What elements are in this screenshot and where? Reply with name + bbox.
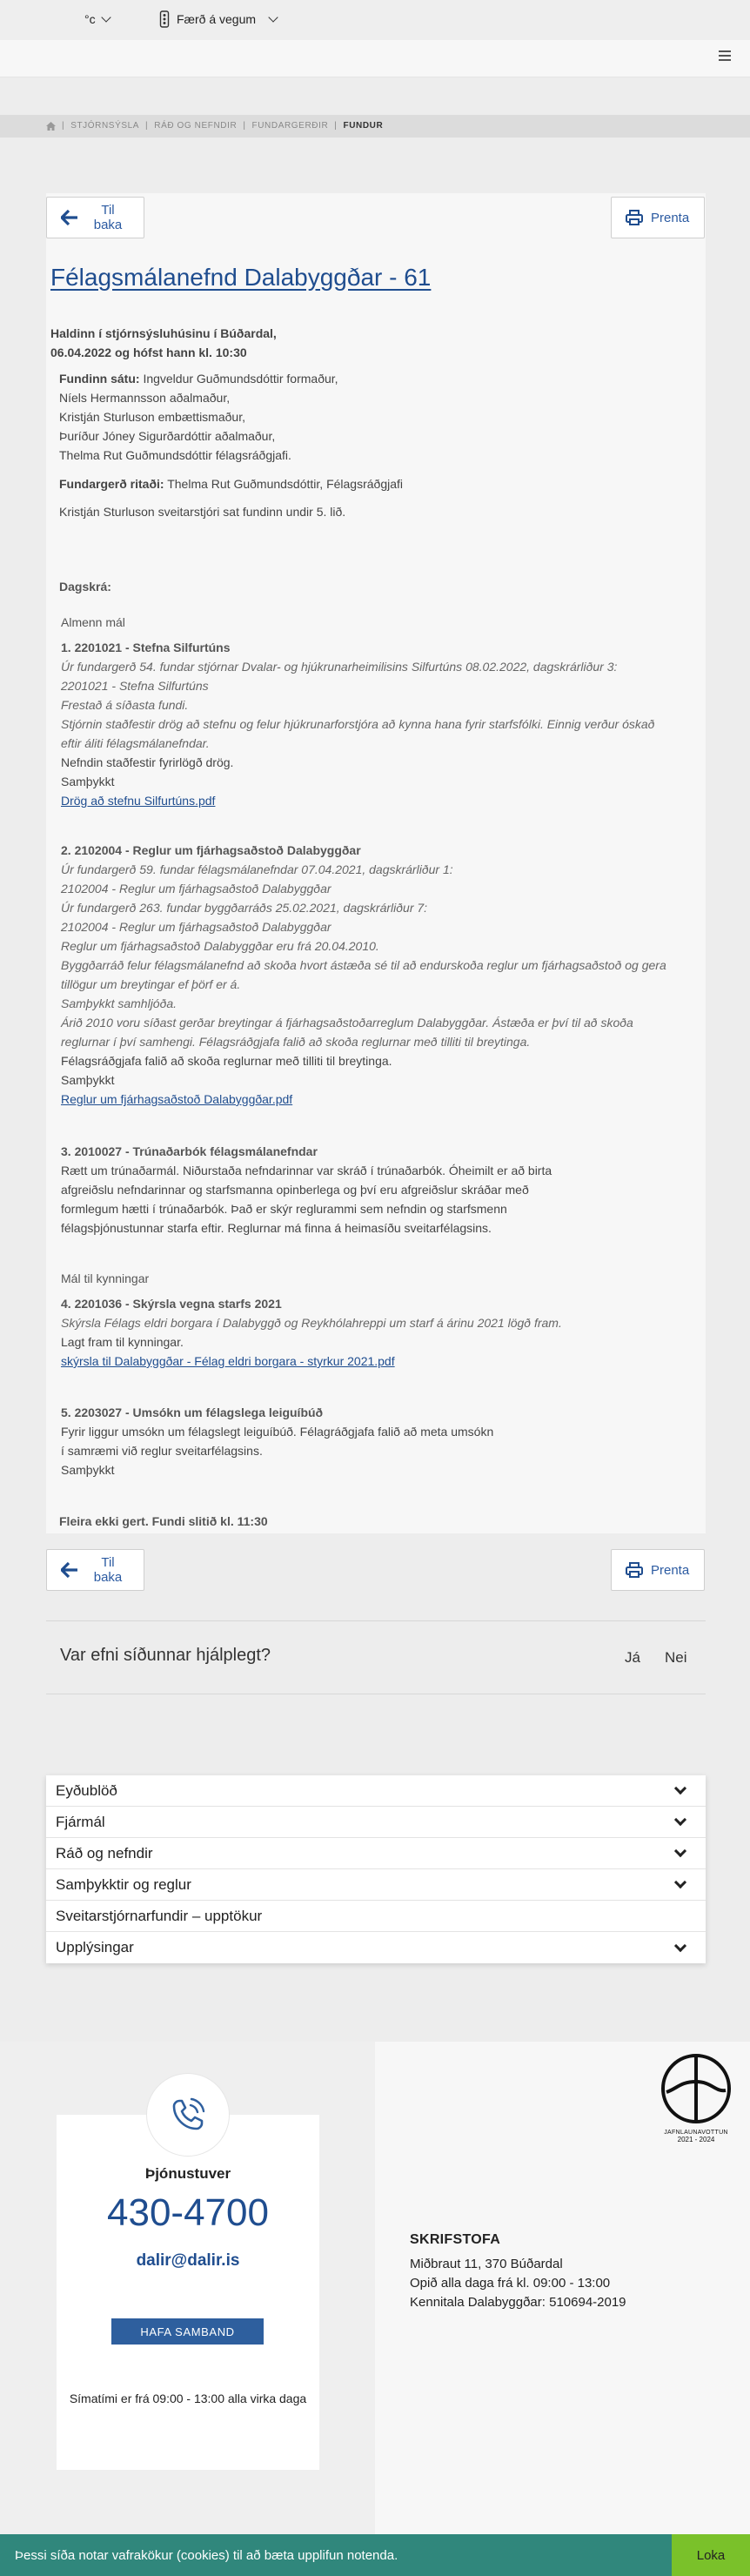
temperature-unit-selector[interactable] [84,12,110,26]
section-info: Mál til kynningar [61,1271,150,1285]
cookie-close-button[interactable]: Loka [672,2534,750,2576]
breadcrumb: | STJÓRNSÝSLA | RÁÐ OG NEFNDIR | FUNDARGERÐIR | FUNDUR [0,115,750,138]
chevron-down-icon [674,1845,686,1857]
print-button[interactable] [611,1549,705,1591]
back-button-label: Til baka [93,1555,123,1585]
agenda-item: 1. 2201021 - Stefna Silfurtúns Úr fundargerð 54. fundar stjórnar Dvalar- og hjúkrunarheimilisins Silfurtúns 08.02.2022, dagskrárliður 3: 2201021 - Stefna Silfurtúns Frestað á síðasta fundi. Stjórnin staðfestir drög að stefnu og felur hjúkrunarforstjóra að kynna hana fyrir starfsfólki. Einnig verður óskað eftir áliti félagsmálanefndar. Nefndin staðfestir fyrirlögð drög. Samþykkt Drög að stefnu Silfurtúns.pdf [61,638,696,810]
phone-badge [146,2073,230,2157]
phone-icon [167,2094,209,2136]
page-title: Félagsmálanefnd Dalabyggðar - 61 [50,264,432,291]
agenda-item: 4. 2201036 - Skýrsla vegna starfs 2021 Skýrsla Félags eldri borgara í Dalabyggð og Reykhólahreppi um starf á árinu 2021 lögð fram. Lagt fram til kynningar. skýrsla til Dalabyggðar - Félag eldri borgara - styrkur 2021.pdf [61,1294,696,1371]
arrow-left-icon [61,210,78,225]
accordion-item-information[interactable]: Upplýsingar [46,1932,706,1963]
road-conditions-label: Færð á vegum [177,12,257,26]
equal-pay-badge: JAFNLAUNAVOTTUN 2021 - 2024 [654,2052,738,2143]
meeting-note: Kristján Sturluson sveitarstjóri sat fundinn undir 5. lið. [59,505,346,519]
cookie-message: Þessi síða notar vafrakökur (cookies) til að bæta upplifun notenda. [15,2548,398,2563]
service-hours: Símatími er frá 09:00 - 13:00 alla virka daga [69,2392,307,2405]
print-button[interactable] [611,197,705,238]
breadcrumb-item[interactable]: RÁÐ OG NEFNDIR [154,121,238,131]
service-email[interactable]: dalir@dalir.is [136,2251,240,2270]
contact-button[interactable]: HAFA SAMBAND [111,2318,264,2345]
main-nav-bar [0,40,750,77]
print-button-label: Prenta [651,1562,690,1578]
attachment-link[interactable]: Drög að stefnu Silfurtúns.pdf [61,794,216,808]
print-button-label: Prenta [651,210,690,225]
feedback-bar [46,1620,706,1694]
attendees-label: Fundinn sátu: [59,372,140,386]
service-phone[interactable]: 430-4700 [107,2191,269,2234]
service-title: Þjónustuver [144,2165,231,2182]
accordion-item-forms[interactable]: Eyðublöð [46,1775,706,1807]
accordion-item-recordings[interactable]: Sveitarstjórnarfundir – upptökur [46,1901,706,1932]
chevron-down-icon [674,1814,686,1826]
top-bar [0,0,750,40]
temperature-unit-label: °c [84,12,96,26]
chevron-down-icon [101,12,110,22]
road-conditions-selector[interactable] [159,10,277,28]
chevron-down-icon [674,1876,686,1888]
quick-links-accordion [46,1775,706,1963]
home-icon[interactable] [46,122,56,131]
menu-icon[interactable] [719,50,731,61]
arrow-left-icon [61,1562,78,1578]
back-button[interactable] [46,197,144,238]
printer-icon [626,210,643,225]
accordion-item-finance[interactable]: Fjármál [46,1807,706,1838]
agenda-label: Dagskrá: [59,580,111,594]
back-button-label: Til baka [93,203,123,232]
feedback-no-button[interactable]: Nei [665,1649,687,1666]
attendees-block: Fundinn sátu: Ingveldur Guðmundsdóttir formaður, Níels Hermannsson aðalmaður, Kristján Sturluson embættismaður, Þuríður Jóney Sigurðardóttir aðalmaður, Thelma Rut Guðmundsdóttir félagsráðgjafi. [59,372,338,462]
chevron-down-icon [674,1939,686,1951]
agenda-item: 3. 2010027 - Trúnaðarbók félagsmálanefndar Rætt um trúnaðarmál. Niðurstaða nefndarinnar var skráð í trúnaðarbók. Óheimilt er að birta afgreiðslu nefndarinnar og starfsmanna opinberlega og því eru afgreiðslur skráðar með formlegum hætti í trúnaðarbók. Það er skýr reglurammi sem nefndin og starfsmenn félagsþjónustunnar starfa eftir. Reglurnar má finna á heimasíðu sveitarfélagsins. [61,1144,552,1235]
breadcrumb-current: FUNDUR [343,121,384,131]
feedback-question: Var efni síðunnar hjálplegt? [60,1646,271,1665]
minutes-taker: Fundargerð ritaði: Thelma Rut Guðmundsdóttir, Félagsráðgjafi [59,477,404,491]
equal-pay-certification-icon [660,2052,733,2125]
office-info: SKRIFSTOFA Miðbraut 11, 370 Búðardal Opið alla daga frá kl. 09:00 - 13:00 Kennitala Dalabyggðar: 510694-2019 [410,2232,626,2310]
chevron-down-icon [674,1782,686,1794]
chevron-down-icon [268,12,278,22]
accordion-item-regulations[interactable]: Samþykktir og reglur [46,1869,706,1901]
office-title: SKRIFSTOFA [410,2232,501,2247]
back-button[interactable] [46,1549,144,1591]
meeting-closing: Fleira ekki gert. Fundi slitið kl. 11:30 [59,1514,268,1528]
breadcrumb-item[interactable]: STJÓRNSÝSLA [70,121,140,131]
attachment-link[interactable]: skýrsla til Dalabyggðar - Félag eldri borgara - styrkur 2021.pdf [61,1354,395,1368]
section-general: Almenn mál [61,615,125,629]
agenda-item: 5. 2203027 - Umsókn um félagslega leiguíbúð Fyrir liggur umsókn um félagslegt leiguíbúð. Félagráðgjafa falið að meta umsókn í samræmi við reglur sveitarfélagsins. Samþykkt [61,1405,494,1477]
printer-icon [626,1562,643,1578]
feedback-yes-button[interactable]: Já [625,1649,640,1666]
agenda-item: 2. 2102004 - Reglur um fjárhagsaðstoð Dalabyggðar Úr fundargerð 59. fundar félagsmálanefndar 07.04.2021, dagskrárliður 1: 2102004 - Reglur um fjárhagsaðstoð Dalabyggðar Úr fundargerð 263. fundar byggðarráðs 25.02.2021, dagskrárliður 7: 2102004 - Reglur um fjárhagsaðstoð Dalabyggðar Reglur um fjárhagsaðstoð Dalabyggðar eru frá 20.04.2010. Byggðarráð felur félagsmálanefnd að skoða hvort ástæða sé til að endurskoða reglur um fjárhagsaðstoð og gera tillögur um breytingar ef þörf er á. Samþykkt samhljóða. Árið 2010 voru síðast gerðar breytingar á fjárhagsaðstoðarreglum Dalabyggðar. Ástæða er því til að skoða reglurnar í því samhengi. Félagsráðgjafa falið að skoða reglurnar með tilliti til breytinga. Félagsráðgjafa falið að skoða reglurnar með tilliti til breytinga. Samþykkt Reglur um fjárhagsaðstoð Dalabyggðar.pdf [61,841,696,1109]
traffic-light-icon [159,10,170,28]
breadcrumb-item[interactable]: FUNDARGERÐIR [251,121,329,131]
cookie-banner [0,2534,750,2576]
accordion-item-committees[interactable]: Ráð og nefndir [46,1838,706,1869]
meeting-location: Haldinn í stjórnsýsluhúsinu í Búðardal, 06.04.2022 og hófst hann kl. 10:30 [50,326,277,359]
attachment-link[interactable]: Reglur um fjárhagsaðstoð Dalabyggðar.pdf [61,1092,293,1106]
